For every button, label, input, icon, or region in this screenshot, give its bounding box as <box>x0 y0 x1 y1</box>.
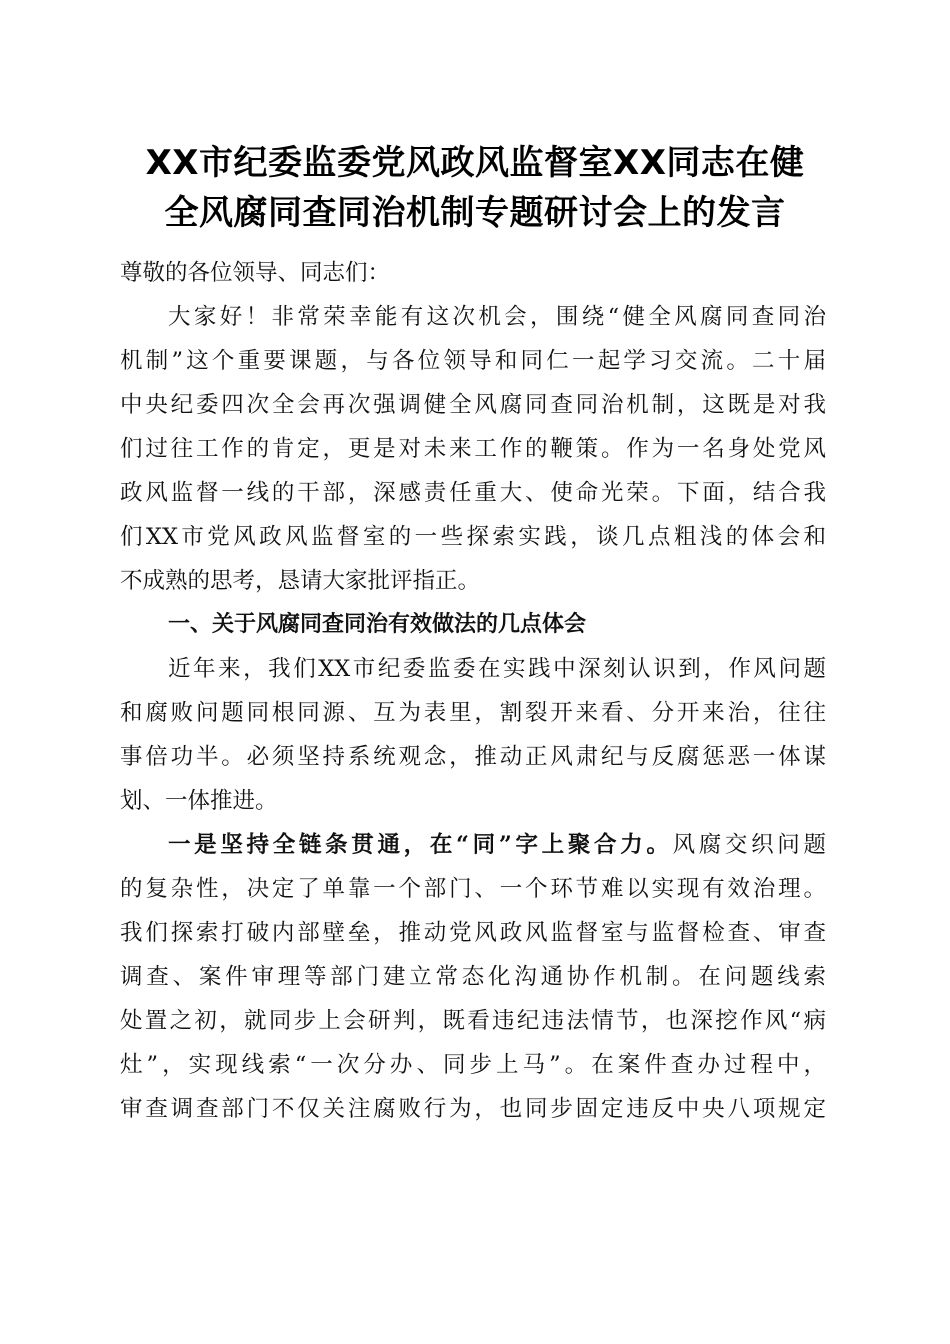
title-line-1: XX市纪委监委党风政风监督室XX同志在健 <box>145 143 805 183</box>
paragraph-line: 不成熟的思考，恳请大家批评指正。 <box>120 568 481 594</box>
paragraph-line: 划、一体推进。 <box>120 788 278 814</box>
paragraph-line: 调查、案件审理等部门建立常态化沟通协作机制。在问题线索 <box>120 964 826 990</box>
paragraph-line: 大家好！非常荣幸能有这次机会，围绕“健全风腐同查同治 <box>168 304 826 330</box>
salutation: 尊敬的各位领导、同志们： <box>120 260 391 286</box>
section1-paragraph <box>120 647 826 823</box>
paragraph-line: 审查调查部门不仅关注腐败行为，也同步固定违反中央八项规定 <box>120 1096 826 1122</box>
point-lead-rest: 风腐交织问题 <box>672 832 826 858</box>
paragraph-line: 机制”这个重要课题，与各位领导和同仁一起学习交流。二十届 <box>120 348 826 374</box>
paragraph-line <box>120 823 826 867</box>
point-lead: 一是坚持全链条贯通，在“同”字上聚合力。 <box>168 832 673 858</box>
point1-paragraph <box>120 823 826 1131</box>
paragraph-line: 们XX市党风政风监督室的一些探索实践，谈几点粗浅的体会和 <box>120 524 826 550</box>
paragraph-line: 事倍功半。必须坚持系统观念，推动正风肃纪与反腐惩恶一体谋 <box>120 744 826 770</box>
paragraph-line: 我们探索打破内部壁垒，推动党风政风监督室与监督检查、审查 <box>120 920 826 946</box>
document-title <box>110 138 840 238</box>
intro-paragraph <box>120 295 826 603</box>
section-heading: 一、关于风腐同查同治有效做法的几点体会 <box>168 612 587 637</box>
paragraph-line: 灶”，实现线索“一次分办、同步上马”。在案件查办过程中， <box>120 1052 826 1078</box>
document-body <box>120 251 826 1131</box>
paragraph-line: 政风监督一线的干部，深感责任重大、使命光荣。下面，结合我 <box>120 480 826 506</box>
title-line-2: 全风腐同查同治机制专题研讨会上的发言 <box>164 193 786 233</box>
paragraph-line: 和腐败问题同根同源、互为表里，割裂开来看、分开来治，往往 <box>120 700 826 726</box>
paragraph-line: 处置之初，就同步上会研判，既看违纪违法情节，也深挖作风“病 <box>120 1008 826 1034</box>
paragraph-line: 近年来，我们XX市纪委监委在实践中深刻认识到，作风问题 <box>168 656 826 682</box>
paragraph-line: 中央纪委四次全会再次强调健全风腐同查同治机制，这既是对我 <box>120 392 826 418</box>
paragraph-line: 们过往工作的肯定，更是对未来工作的鞭策。作为一名身处党风 <box>120 436 826 462</box>
paragraph-line: 的复杂性，决定了单靠一个部门、一个环节难以实现有效治理。 <box>120 876 826 902</box>
